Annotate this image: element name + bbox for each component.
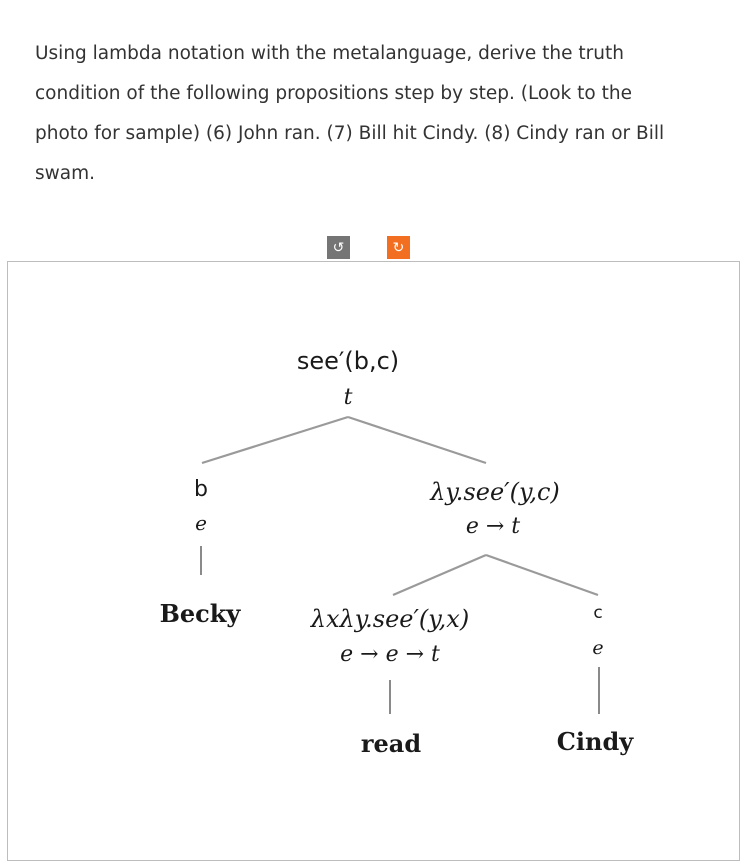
vp-expression: λy.see′(y,c): [430, 478, 560, 506]
rotate-left-button[interactable]: [327, 236, 350, 259]
edge-vp-object: [486, 555, 598, 595]
subject-type: e: [195, 511, 207, 535]
object-expression: c: [593, 603, 603, 623]
rotate-right-button[interactable]: [387, 236, 410, 259]
vp-type: e → t: [465, 514, 521, 539]
question-text: Using lambda notation with the metalanguage, derive the truth condition of the following propositions step by step. (Look to the photo for sample) (6) John ran. (7) Bill hit Cindy. (8) Cindy ran or Bill swam.: [35, 43, 665, 184]
rotate-left-icon: ↺: [332, 239, 345, 256]
image-toolbar: [327, 236, 410, 259]
subject-word: Becky: [159, 599, 241, 628]
root-type: t: [343, 385, 353, 410]
verb-word: read: [360, 729, 422, 758]
root-expression: see′(b,c): [296, 347, 400, 375]
edge-vp-verb: [393, 555, 486, 595]
edge-root-subject: [202, 417, 348, 463]
sample-photo: [7, 261, 740, 861]
edge-root-vp: [348, 417, 486, 463]
object-word: Cindy: [556, 727, 634, 756]
verb-expression: λxλy.see′(y,x): [310, 605, 470, 633]
verb-type: e → e → t: [340, 642, 440, 667]
subject-expression: b: [194, 477, 208, 502]
syntax-tree: [8, 262, 741, 862]
rotate-right-icon: ↻: [392, 239, 405, 256]
object-type: e: [592, 637, 604, 659]
